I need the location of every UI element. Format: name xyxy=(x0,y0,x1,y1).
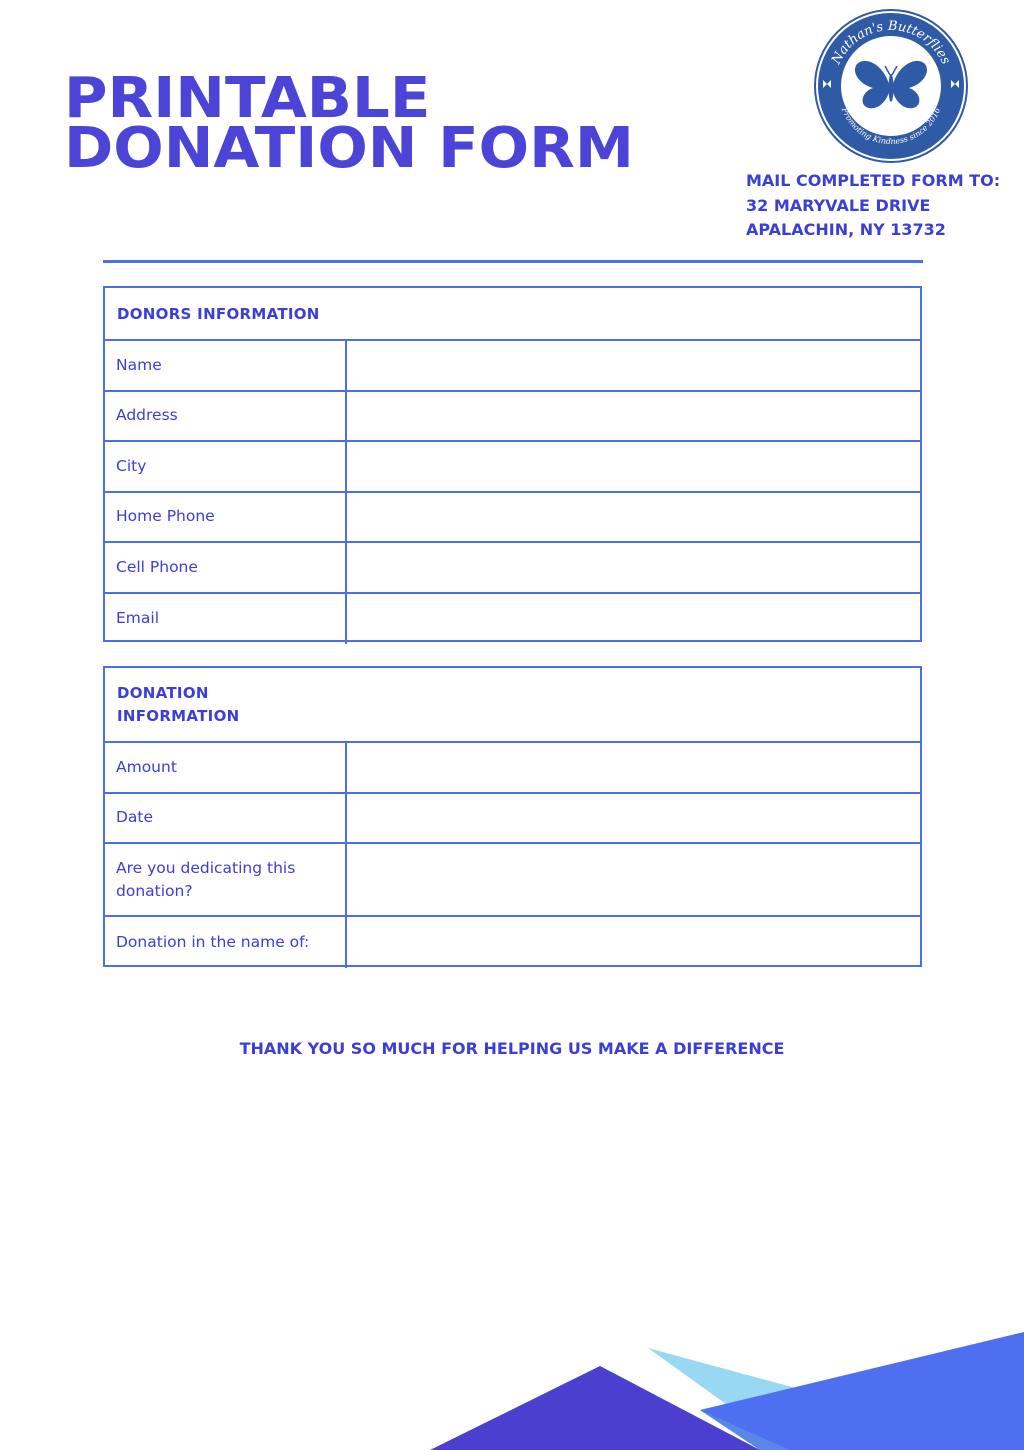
form-row-cell-phone xyxy=(105,543,920,594)
field-label: Name xyxy=(105,341,347,390)
form-row-address xyxy=(105,392,920,443)
date-field[interactable] xyxy=(347,794,920,843)
donor-information-table xyxy=(103,286,922,642)
logo-arc-bottom-text: Promoting Kindness since 2016 xyxy=(839,106,943,147)
email-field[interactable] xyxy=(347,594,920,645)
mailing-address xyxy=(746,169,1000,243)
logo-arc-top-text: Nathan's Butterflies xyxy=(829,18,953,67)
cell-phone-field[interactable] xyxy=(347,543,920,592)
title-line-2: DONATION FORM xyxy=(64,116,634,181)
decorative-footer-shapes xyxy=(0,1300,1024,1450)
field-label: Cell Phone xyxy=(105,543,347,592)
form-row-dedication xyxy=(105,844,920,917)
field-label: Address xyxy=(105,392,347,441)
form-row-donation-name xyxy=(105,917,920,968)
field-label: Amount xyxy=(105,743,347,792)
mail-city: APALACHIN, NY 13732 xyxy=(746,220,946,239)
form-row-name xyxy=(105,341,920,392)
header-divider xyxy=(103,260,923,263)
field-label: Donation in the name of: xyxy=(105,917,347,968)
form-row-date xyxy=(105,794,920,845)
form-row-city xyxy=(105,442,920,493)
city-field[interactable] xyxy=(347,442,920,491)
thank-you-message: THANK YOU SO MUCH FOR HELPING US MAKE A DIFFERENCE xyxy=(239,1039,785,1058)
page-title xyxy=(64,66,634,181)
field-label: Date xyxy=(105,794,347,843)
field-label: Are you dedicating this donation? xyxy=(105,844,347,915)
form-row-email xyxy=(105,594,920,645)
name-field[interactable] xyxy=(347,341,920,390)
field-label: City xyxy=(105,442,347,491)
donation-information-table xyxy=(103,666,922,967)
organization-logo xyxy=(813,8,969,164)
title-line-1: PRINTABLE xyxy=(64,66,431,131)
home-phone-field[interactable] xyxy=(347,493,920,542)
donation-name-field[interactable] xyxy=(347,917,920,968)
amount-field[interactable] xyxy=(347,743,920,792)
field-label: Home Phone xyxy=(105,493,347,542)
mail-instruction: MAIL COMPLETED FORM TO: xyxy=(746,171,1001,190)
mail-street: 32 MARYVALE DRIVE xyxy=(746,195,931,215)
field-label: Email xyxy=(105,594,347,645)
form-row-home-phone xyxy=(105,493,920,544)
donation-heading-line-2: INFORMATION xyxy=(117,706,240,725)
address-field[interactable] xyxy=(347,392,920,441)
donation-heading-line-1: DONATION xyxy=(117,683,209,702)
form-row-amount xyxy=(105,743,920,794)
donation-section-heading xyxy=(105,668,920,743)
dedication-field[interactable] xyxy=(347,844,920,915)
donor-section-heading: DONORS INFORMATION xyxy=(105,288,920,341)
